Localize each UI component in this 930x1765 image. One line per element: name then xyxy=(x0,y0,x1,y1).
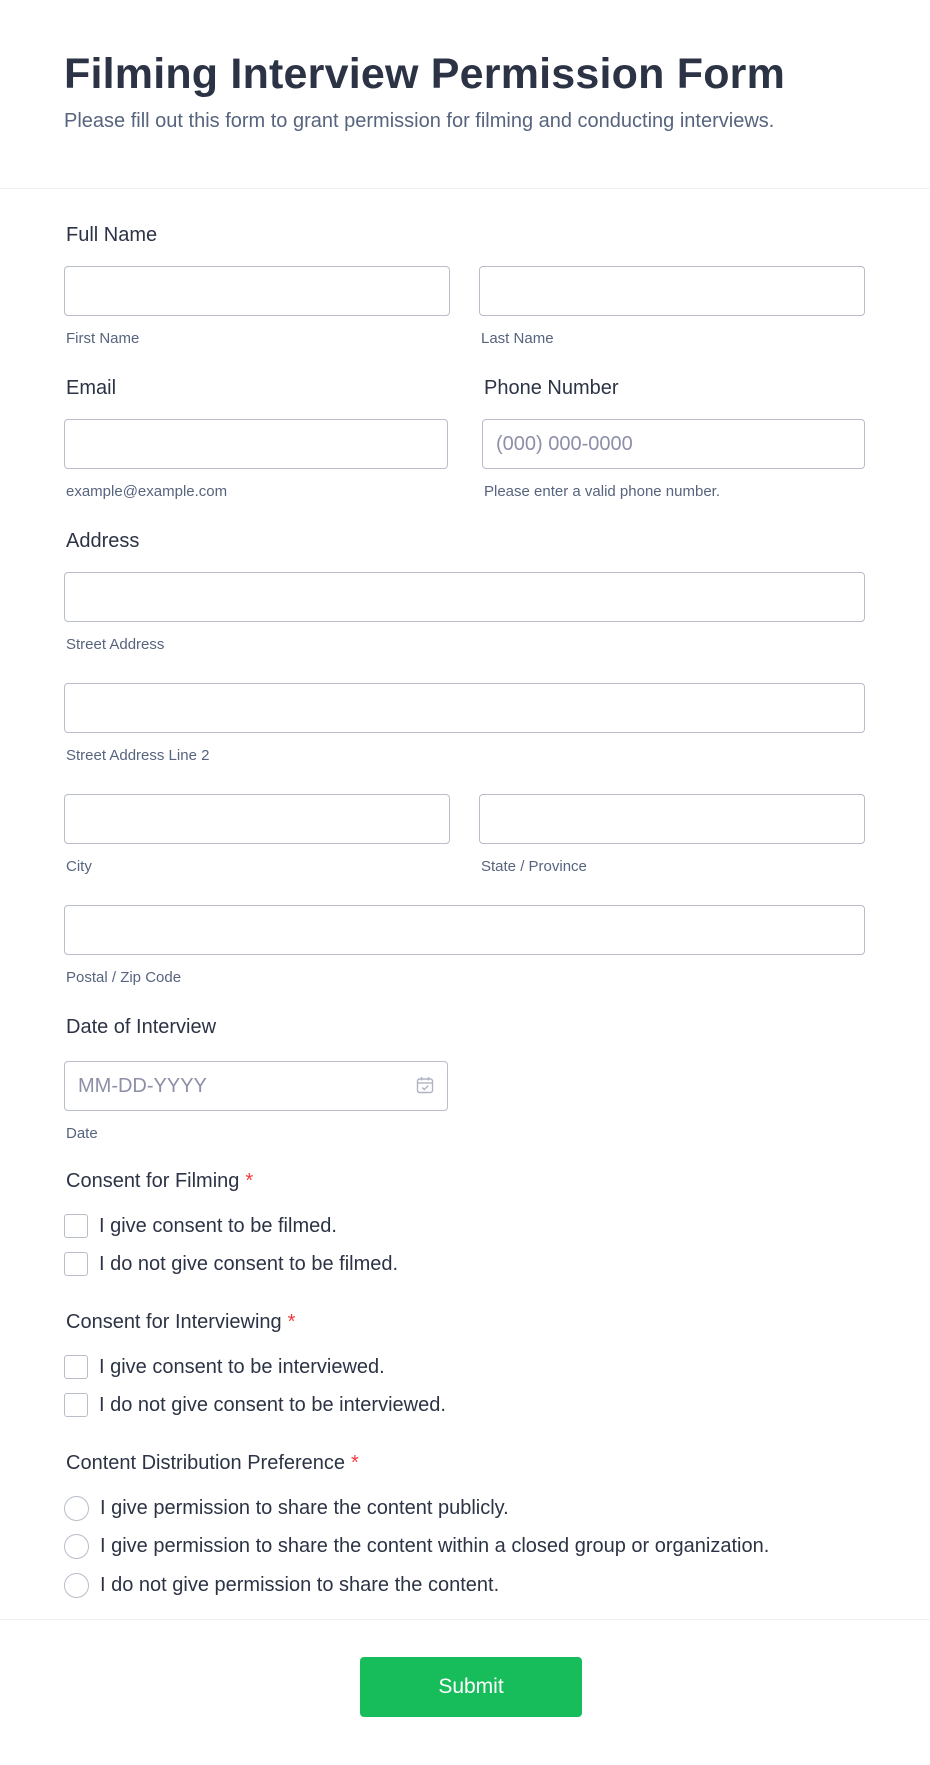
option-label: I do not give consent to be filmed. xyxy=(99,1252,399,1275)
postal-code-sublabel: Postal / Zip Code xyxy=(66,969,182,986)
distribution-label-text: Content Distribution Preference xyxy=(66,1452,346,1474)
phone-label: Phone Number xyxy=(484,377,619,399)
consent-filming-option-decline[interactable] xyxy=(64,1251,398,1277)
street-address-sublabel: Street Address xyxy=(66,636,165,653)
first-name-input[interactable] xyxy=(64,266,450,316)
radio-button[interactable] xyxy=(64,1496,89,1521)
state-province-input[interactable] xyxy=(479,794,865,844)
interview-date-input[interactable] xyxy=(64,1061,448,1111)
consent-interviewing-option-decline[interactable] xyxy=(64,1392,446,1418)
distribution-option-public[interactable] xyxy=(64,1495,509,1521)
required-mark: * xyxy=(245,1170,254,1192)
option-label: I do not give permission to share the content. xyxy=(100,1573,500,1596)
interview-date-label: Date of Interview xyxy=(66,1016,217,1038)
calendar-icon[interactable] xyxy=(416,1076,434,1094)
postal-code-input[interactable] xyxy=(64,905,865,955)
consent-interviewing-label-text: Consent for Interviewing xyxy=(66,1311,282,1333)
city-input[interactable] xyxy=(64,794,450,844)
form-header xyxy=(0,0,930,189)
radio-button[interactable] xyxy=(64,1573,89,1598)
street-address-line2-input[interactable] xyxy=(64,683,865,733)
distribution-label xyxy=(66,1452,359,1475)
state-province-sublabel: State / Province xyxy=(481,858,587,875)
option-label: I do not give consent to be interviewed. xyxy=(99,1393,446,1416)
checkbox[interactable] xyxy=(64,1252,88,1276)
option-label: I give consent to be interviewed. xyxy=(99,1355,385,1378)
street-address-line2-sublabel: Street Address Line 2 xyxy=(66,747,210,764)
address-label: Address xyxy=(66,530,140,552)
last-name-input[interactable] xyxy=(479,266,865,316)
required-mark: * xyxy=(287,1311,296,1333)
required-mark: * xyxy=(351,1452,359,1474)
phone-input[interactable] xyxy=(482,419,865,469)
consent-filming-label-text: Consent for Filming xyxy=(66,1170,240,1192)
full-name-label: Full Name xyxy=(66,224,158,246)
checkbox[interactable] xyxy=(64,1355,88,1379)
footer-divider xyxy=(0,1619,930,1620)
email-sublabel: example@example.com xyxy=(66,483,228,500)
checkbox[interactable] xyxy=(64,1214,88,1238)
street-address-input[interactable] xyxy=(64,572,865,622)
form-title: Filming Interview Permission Form xyxy=(64,50,786,98)
consent-interviewing-label xyxy=(66,1311,295,1334)
option-label: I give consent to be filmed. xyxy=(99,1214,337,1237)
option-label: I give permission to share the content within a closed group or organization. xyxy=(100,1534,770,1557)
distribution-option-decline[interactable] xyxy=(64,1572,499,1598)
last-name-sublabel: Last Name xyxy=(481,330,554,347)
first-name-sublabel: First Name xyxy=(66,330,140,347)
consent-filming-option-give[interactable] xyxy=(64,1213,337,1239)
form-subtitle: Please fill out this form to grant permission for filming and conducting interviews. xyxy=(64,110,775,132)
phone-sublabel: Please enter a valid phone number. xyxy=(484,483,720,500)
interview-date-field[interactable] xyxy=(64,1061,448,1111)
radio-button[interactable] xyxy=(64,1534,89,1559)
interview-date-sublabel: Date xyxy=(66,1125,98,1142)
submit-button[interactable]: Submit xyxy=(360,1657,582,1717)
consent-interviewing-option-give[interactable] xyxy=(64,1354,385,1380)
distribution-option-closed-group[interactable] xyxy=(64,1533,769,1559)
email-label: Email xyxy=(66,377,117,399)
consent-filming-label xyxy=(66,1170,253,1193)
checkbox[interactable] xyxy=(64,1393,88,1417)
option-label: I give permission to share the content publicly. xyxy=(100,1496,509,1519)
email-input[interactable] xyxy=(64,419,448,469)
city-sublabel: City xyxy=(66,858,92,875)
